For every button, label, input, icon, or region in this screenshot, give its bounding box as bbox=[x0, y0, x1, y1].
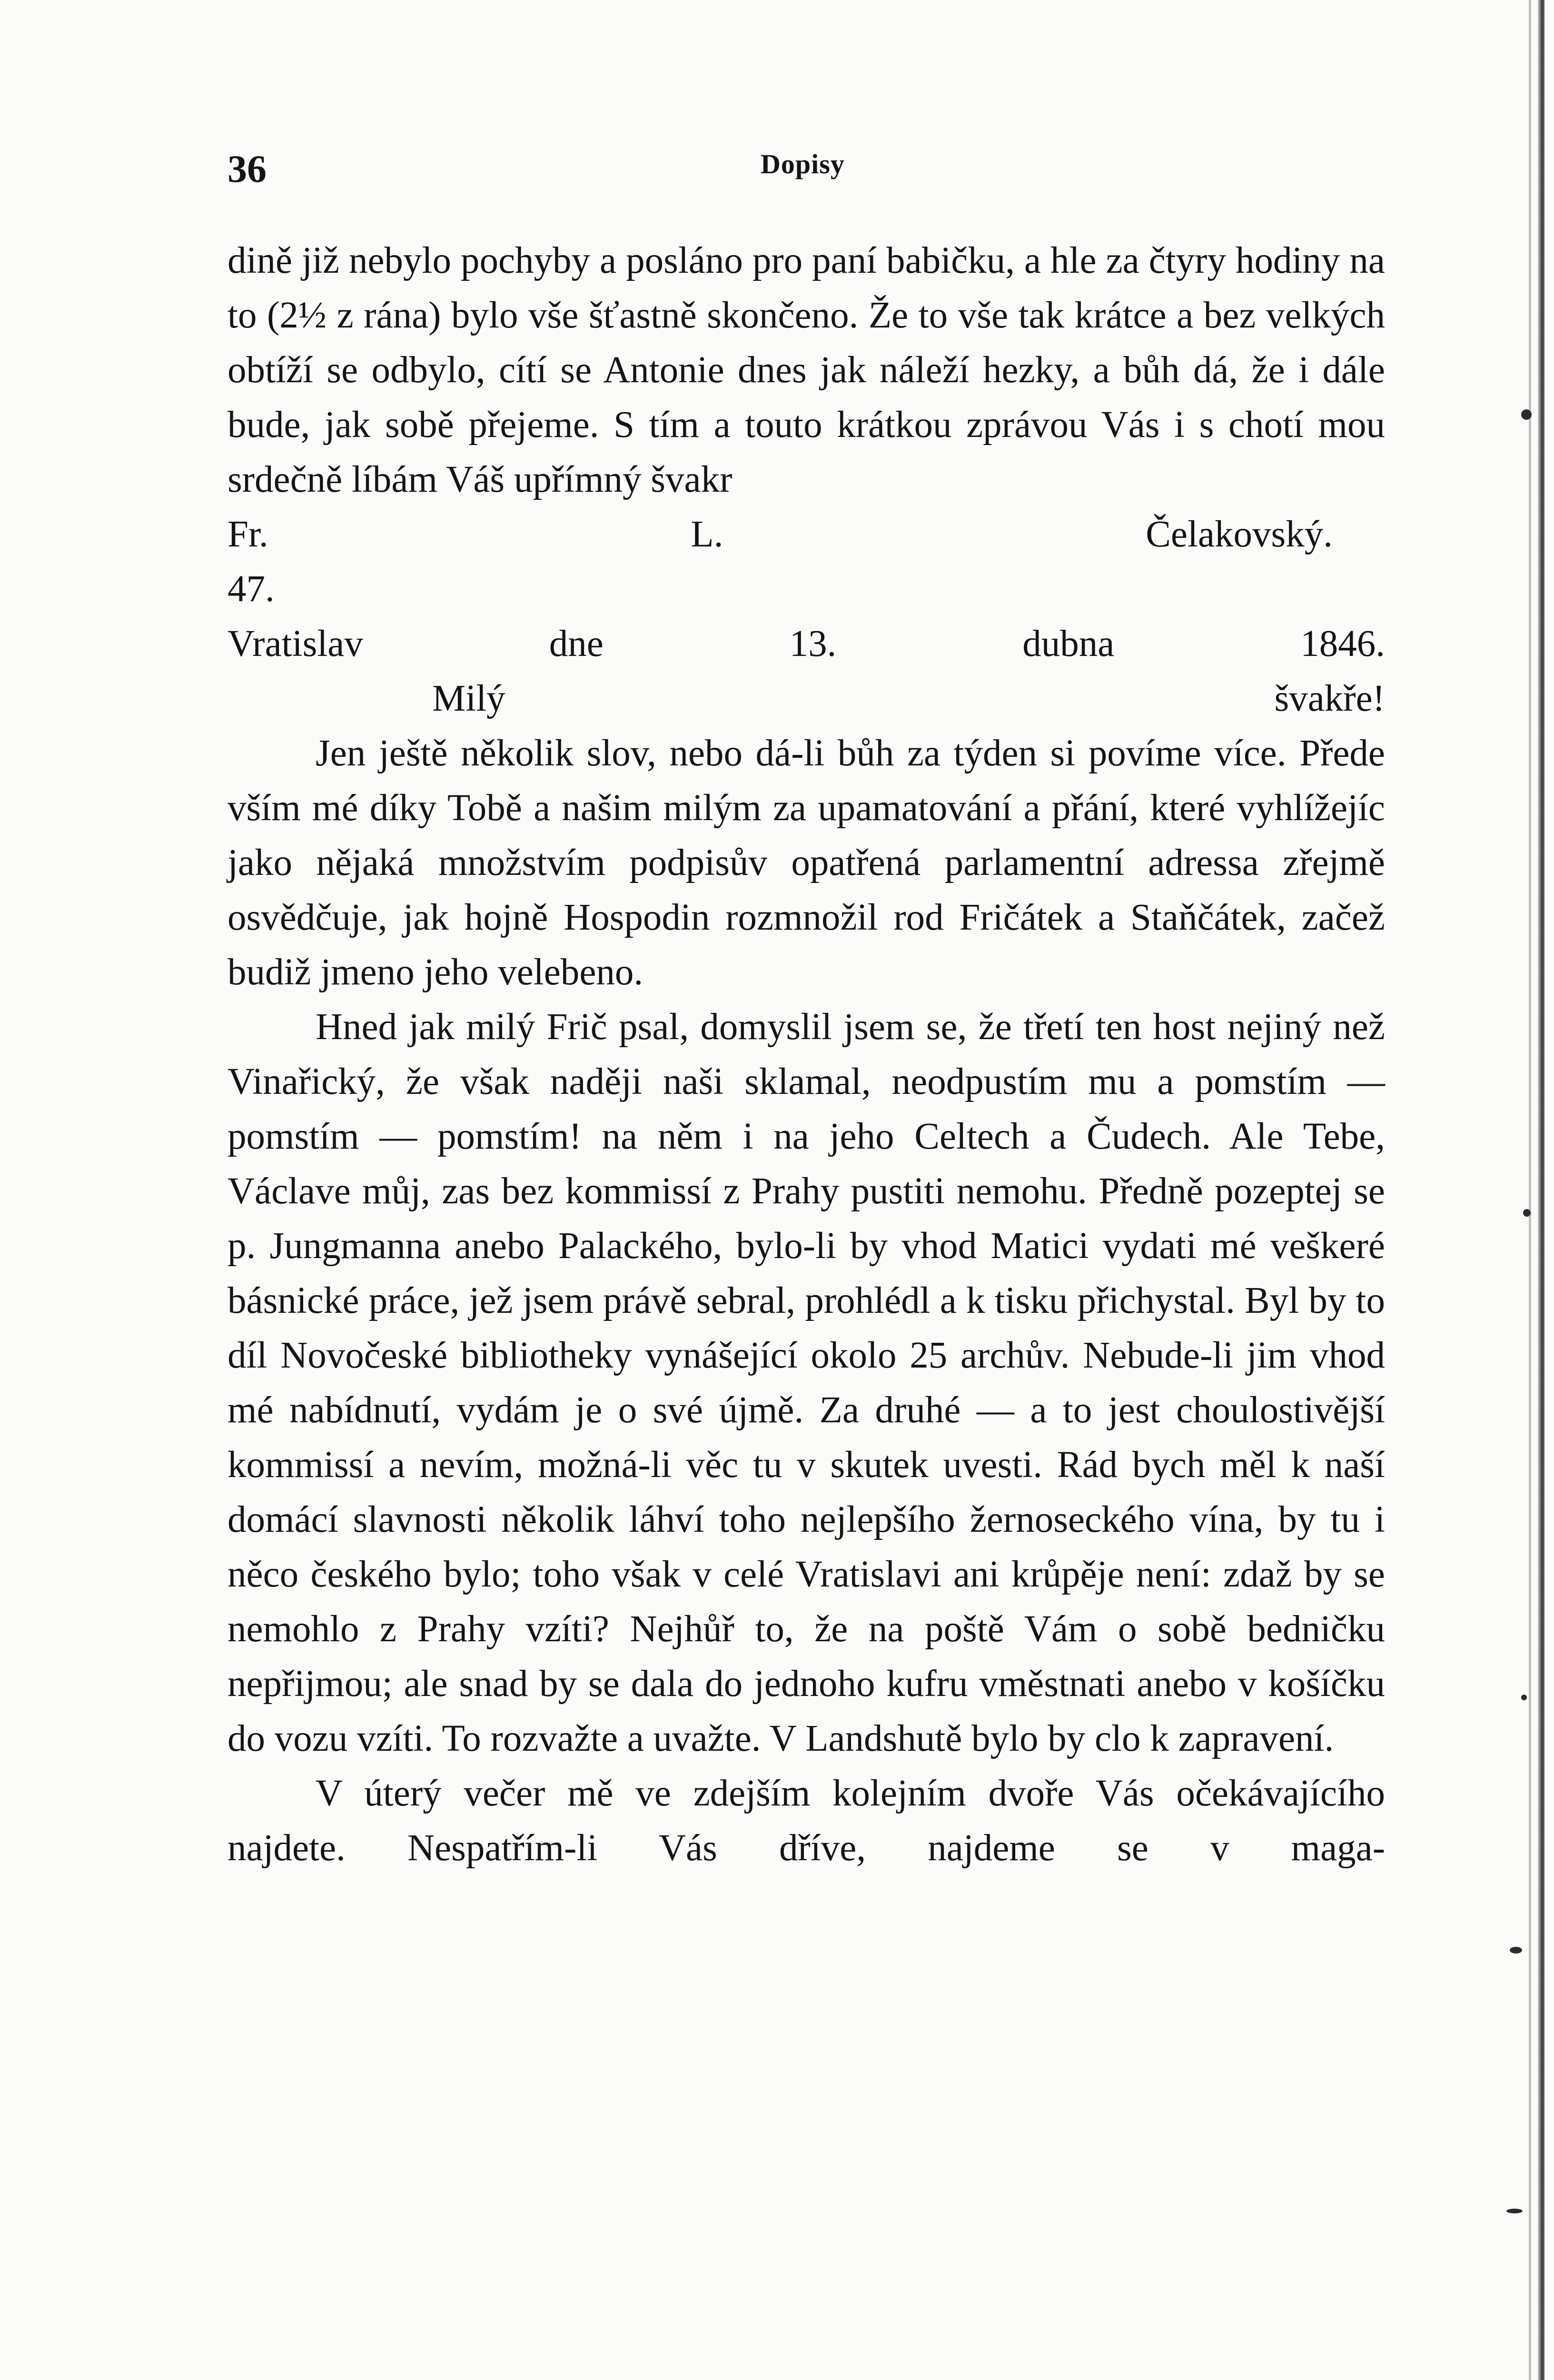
salutation: Milý švakře! bbox=[432, 678, 1385, 719]
page-body bbox=[228, 233, 1385, 1875]
paragraph: Jen ještě několik slov, nebo dá-li bůh za týden si povíme více. Přede vším mé díky Tobě a našim milým za upamatování a přání, které vyhlížejíc jako nějaká množstvím podpisův opatřená parlamentní adressa zřejmě osvědčuje, jak hojně Hospodin rozmnožil rod Fričátek a Staňčátek, začež budiž jmeno jeho velebeno. bbox=[228, 733, 1385, 993]
paragraph: Hned jak milý Frič psal, domyslil jsem se, že třetí ten host nejiný než Vinařický, že však naději naši sklamal, neodpustím mu a pomstím — pomstím — pomstím! na něm i na jeho Celtech a Čudech. Ale Tebe, Václave můj, zas bez kommissí z Prahy pustiti nemohu. Předně pozeptej se p. Jungmanna anebo Palackého, bylo-li by vhod Matici vydati mé veškeré básnické práce, jež jsem právě sebral, prohlédl a k tisku přichystal. Byl by to díl Novočeské bibliotheky vynášející okolo 25 archův. Nebude-li jim vhod mé nabídnutí, vydám je o své újmě. Za druhé — a to jest choulostivější kommissí a nevím, možná-li věc tu v skutek uvesti. Rád bych měl k naší domácí slavnosti několik láhví toho nejlepšího žernoseckého vína, by tu i něco českého bylo; toho však v celé Vratislavi ani krůpěje není: zdaž by se nemohlo z Prahy vzíti? Nejhůř to, že na poště Vám o sobě bedničku nepřijmou; ale snad by se dala do jednoho kufru vměstnati anebo v košíčku do vozu vzíti. To rozvažte a uvažte. V Landshutě bylo by clo k zapravení. bbox=[228, 1006, 1385, 1759]
page-header bbox=[228, 143, 1385, 195]
dateline: Vratislav dne 13. dubna 1846. bbox=[228, 623, 1385, 664]
scan-speck bbox=[1506, 2209, 1523, 2213]
signature: Fr. L. Čelakovský. bbox=[228, 514, 1333, 555]
page-edge-line bbox=[1529, 0, 1531, 2380]
scan-speck bbox=[1521, 409, 1532, 420]
scan-speck bbox=[1521, 1695, 1527, 1700]
letter-number: 47. bbox=[228, 568, 275, 610]
page-edge-shadow bbox=[1538, 0, 1544, 2380]
paragraph: V úterý večer mě ve zdejším kolejním dvoře Vás očekávajícího najdete. Nespatřím-li Vás dříve, najdeme se v maga- bbox=[228, 1773, 1385, 1869]
scan-speck bbox=[1510, 1947, 1522, 1954]
scan-speck bbox=[1523, 1209, 1531, 1217]
page-number: 36 bbox=[228, 147, 267, 190]
running-head: Dopisy bbox=[761, 149, 845, 179]
paragraph: dině již nebylo pochyby a posláno pro paní babičku, a hle za čtyry hodiny na to (2½ z rána) bylo vše šťastně skončeno. Že to vše tak krátce a bez velkých obtíží se odbylo, cítí se Antonie dnes jak náleží hezky, a bůh dá, že i dále bude, jak sobě přejeme. S tím a touto krátkou zprávou Vás i s chotí mou srdečně líbám Váš upřímný švakr bbox=[228, 240, 1385, 500]
faint-stamp: ​ bbox=[912, 2061, 916, 2094]
